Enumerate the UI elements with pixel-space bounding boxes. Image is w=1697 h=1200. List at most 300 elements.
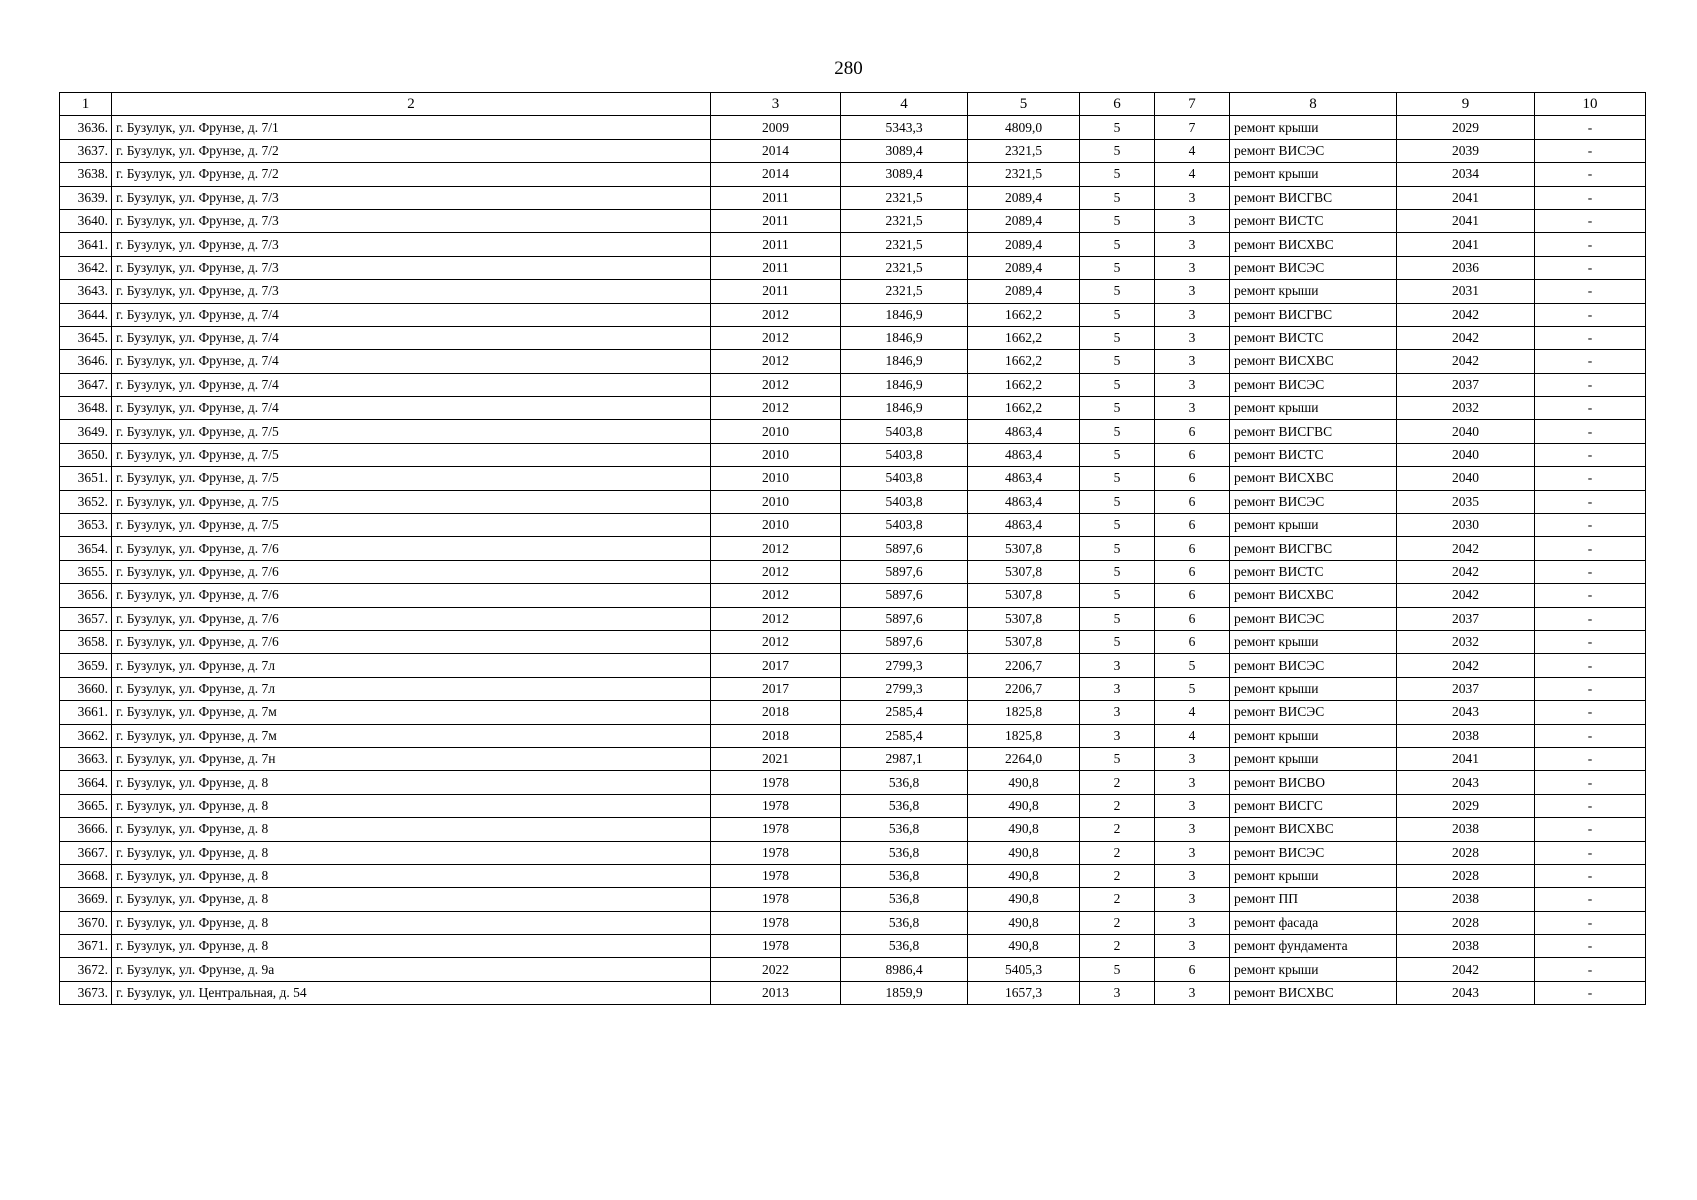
cell-note: - bbox=[1535, 935, 1646, 958]
cell-row-number: 3642. bbox=[60, 256, 112, 279]
cell-work-type: ремонт фасада bbox=[1230, 911, 1397, 934]
cell-row-number: 3640. bbox=[60, 209, 112, 232]
cell-note: - bbox=[1535, 864, 1646, 887]
cell-address: г. Бузулук, ул. Центральная, д. 54 bbox=[112, 981, 711, 1004]
cell-floors: 5 bbox=[1080, 373, 1155, 396]
cell-living-area: 2089,4 bbox=[968, 209, 1080, 232]
column-header-6: 6 bbox=[1080, 93, 1155, 116]
cell-planned-year: 2040 bbox=[1397, 443, 1535, 466]
cell-floors: 3 bbox=[1080, 724, 1155, 747]
cell-work-type: ремонт ВИСВО bbox=[1230, 771, 1397, 794]
cell-address: г. Бузулук, ул. Фрунзе, д. 8 bbox=[112, 911, 711, 934]
cell-entrances: 4 bbox=[1155, 701, 1230, 724]
cell-total-area: 536,8 bbox=[841, 864, 968, 887]
cell-floors: 3 bbox=[1080, 654, 1155, 677]
cell-note: - bbox=[1535, 326, 1646, 349]
cell-entrances: 6 bbox=[1155, 584, 1230, 607]
table-row bbox=[60, 514, 1646, 537]
cell-address: г. Бузулук, ул. Фрунзе, д. 7/3 bbox=[112, 280, 711, 303]
cell-total-area: 5343,3 bbox=[841, 116, 968, 139]
cell-address: г. Бузулук, ул. Фрунзе, д. 7/3 bbox=[112, 186, 711, 209]
cell-work-type: ремонт крыши bbox=[1230, 116, 1397, 139]
cell-work-type: ремонт ВИСХВС bbox=[1230, 350, 1397, 373]
cell-note: - bbox=[1535, 420, 1646, 443]
cell-row-number: 3663. bbox=[60, 747, 112, 770]
cell-note: - bbox=[1535, 303, 1646, 326]
cell-planned-year: 2038 bbox=[1397, 818, 1535, 841]
cell-work-type: ремонт крыши bbox=[1230, 397, 1397, 420]
cell-address: г. Бузулук, ул. Фрунзе, д. 8 bbox=[112, 818, 711, 841]
cell-work-type: ремонт ВИСЭС bbox=[1230, 701, 1397, 724]
cell-work-type: ремонт ВИСТС bbox=[1230, 209, 1397, 232]
cell-address: г. Бузулук, ул. Фрунзе, д. 7м bbox=[112, 724, 711, 747]
table-row bbox=[60, 607, 1646, 630]
cell-work-type: ремонт фундамента bbox=[1230, 935, 1397, 958]
cell-row-number: 3649. bbox=[60, 420, 112, 443]
cell-living-area: 490,8 bbox=[968, 888, 1080, 911]
cell-entrances: 3 bbox=[1155, 935, 1230, 958]
cell-total-area: 536,8 bbox=[841, 794, 968, 817]
cell-address: г. Бузулук, ул. Фрунзе, д. 7/6 bbox=[112, 584, 711, 607]
cell-year-built: 1978 bbox=[711, 818, 841, 841]
table-row bbox=[60, 794, 1646, 817]
cell-year-built: 2010 bbox=[711, 467, 841, 490]
cell-address: г. Бузулук, ул. Фрунзе, д. 7/5 bbox=[112, 514, 711, 537]
cell-floors: 5 bbox=[1080, 397, 1155, 420]
cell-address: г. Бузулук, ул. Фрунзе, д. 7м bbox=[112, 701, 711, 724]
cell-year-built: 2010 bbox=[711, 443, 841, 466]
cell-living-area: 5307,8 bbox=[968, 584, 1080, 607]
cell-row-number: 3660. bbox=[60, 677, 112, 700]
cell-total-area: 1846,9 bbox=[841, 326, 968, 349]
cell-row-number: 3671. bbox=[60, 935, 112, 958]
cell-entrances: 6 bbox=[1155, 630, 1230, 653]
cell-year-built: 2010 bbox=[711, 420, 841, 443]
cell-floors: 5 bbox=[1080, 584, 1155, 607]
cell-total-area: 2799,3 bbox=[841, 654, 968, 677]
cell-note: - bbox=[1535, 116, 1646, 139]
cell-floors: 3 bbox=[1080, 677, 1155, 700]
cell-floors: 5 bbox=[1080, 209, 1155, 232]
cell-floors: 5 bbox=[1080, 514, 1155, 537]
cell-note: - bbox=[1535, 467, 1646, 490]
cell-floors: 3 bbox=[1080, 981, 1155, 1004]
cell-year-built: 2011 bbox=[711, 233, 841, 256]
cell-year-built: 2012 bbox=[711, 560, 841, 583]
cell-total-area: 2987,1 bbox=[841, 747, 968, 770]
cell-year-built: 2012 bbox=[711, 373, 841, 396]
cell-entrances: 3 bbox=[1155, 911, 1230, 934]
cell-total-area: 536,8 bbox=[841, 771, 968, 794]
cell-note: - bbox=[1535, 958, 1646, 981]
cell-living-area: 2321,5 bbox=[968, 139, 1080, 162]
cell-floors: 5 bbox=[1080, 467, 1155, 490]
cell-planned-year: 2042 bbox=[1397, 584, 1535, 607]
cell-floors: 2 bbox=[1080, 911, 1155, 934]
cell-address: г. Бузулук, ул. Фрунзе, д. 7/6 bbox=[112, 607, 711, 630]
cell-row-number: 3661. bbox=[60, 701, 112, 724]
cell-entrances: 3 bbox=[1155, 397, 1230, 420]
cell-note: - bbox=[1535, 911, 1646, 934]
cell-address: г. Бузулук, ул. Фрунзе, д. 8 bbox=[112, 888, 711, 911]
cell-year-built: 2010 bbox=[711, 490, 841, 513]
table-row bbox=[60, 443, 1646, 466]
cell-entrances: 5 bbox=[1155, 677, 1230, 700]
cell-total-area: 5403,8 bbox=[841, 443, 968, 466]
table-row bbox=[60, 958, 1646, 981]
cell-note: - bbox=[1535, 514, 1646, 537]
cell-row-number: 3658. bbox=[60, 630, 112, 653]
column-header-7: 7 bbox=[1155, 93, 1230, 116]
cell-floors: 5 bbox=[1080, 116, 1155, 139]
cell-entrances: 3 bbox=[1155, 303, 1230, 326]
data-table bbox=[59, 92, 1646, 1005]
cell-living-area: 1657,3 bbox=[968, 981, 1080, 1004]
cell-total-area: 536,8 bbox=[841, 818, 968, 841]
cell-entrances: 3 bbox=[1155, 186, 1230, 209]
cell-total-area: 5403,8 bbox=[841, 467, 968, 490]
cell-work-type: ремонт крыши bbox=[1230, 163, 1397, 186]
cell-work-type: ремонт ВИСТС bbox=[1230, 560, 1397, 583]
cell-address: г. Бузулук, ул. Фрунзе, д. 7/4 bbox=[112, 350, 711, 373]
cell-note: - bbox=[1535, 443, 1646, 466]
cell-living-area: 4863,4 bbox=[968, 514, 1080, 537]
cell-planned-year: 2034 bbox=[1397, 163, 1535, 186]
cell-living-area: 490,8 bbox=[968, 818, 1080, 841]
cell-floors: 5 bbox=[1080, 163, 1155, 186]
cell-total-area: 5403,8 bbox=[841, 514, 968, 537]
cell-floors: 2 bbox=[1080, 888, 1155, 911]
cell-living-area: 1662,2 bbox=[968, 326, 1080, 349]
cell-address: г. Бузулук, ул. Фрунзе, д. 7/4 bbox=[112, 303, 711, 326]
cell-floors: 5 bbox=[1080, 420, 1155, 443]
cell-address: г. Бузулук, ул. Фрунзе, д. 7/4 bbox=[112, 373, 711, 396]
cell-year-built: 2012 bbox=[711, 350, 841, 373]
cell-note: - bbox=[1535, 256, 1646, 279]
cell-entrances: 6 bbox=[1155, 420, 1230, 443]
cell-work-type: ремонт крыши bbox=[1230, 677, 1397, 700]
cell-year-built: 2012 bbox=[711, 584, 841, 607]
cell-row-number: 3636. bbox=[60, 116, 112, 139]
cell-living-area: 4863,4 bbox=[968, 490, 1080, 513]
cell-living-area: 5307,8 bbox=[968, 607, 1080, 630]
cell-total-area: 2321,5 bbox=[841, 233, 968, 256]
table-row bbox=[60, 630, 1646, 653]
cell-work-type: ремонт ВИСЭС bbox=[1230, 256, 1397, 279]
cell-total-area: 3089,4 bbox=[841, 139, 968, 162]
cell-row-number: 3664. bbox=[60, 771, 112, 794]
table-row bbox=[60, 163, 1646, 186]
cell-year-built: 2012 bbox=[711, 326, 841, 349]
column-header-3: 3 bbox=[711, 93, 841, 116]
cell-note: - bbox=[1535, 490, 1646, 513]
cell-living-area: 1825,8 bbox=[968, 701, 1080, 724]
cell-year-built: 2012 bbox=[711, 303, 841, 326]
table-row bbox=[60, 981, 1646, 1004]
cell-row-number: 3673. bbox=[60, 981, 112, 1004]
cell-note: - bbox=[1535, 677, 1646, 700]
cell-entrances: 3 bbox=[1155, 818, 1230, 841]
column-header-2: 2 bbox=[112, 93, 711, 116]
cell-year-built: 2012 bbox=[711, 397, 841, 420]
cell-total-area: 1846,9 bbox=[841, 350, 968, 373]
cell-year-built: 1978 bbox=[711, 771, 841, 794]
cell-planned-year: 2029 bbox=[1397, 794, 1535, 817]
cell-row-number: 3655. bbox=[60, 560, 112, 583]
cell-total-area: 536,8 bbox=[841, 888, 968, 911]
cell-living-area: 4863,4 bbox=[968, 420, 1080, 443]
cell-floors: 2 bbox=[1080, 794, 1155, 817]
cell-planned-year: 2037 bbox=[1397, 373, 1535, 396]
column-header-1: 1 bbox=[60, 93, 112, 116]
cell-address: г. Бузулук, ул. Фрунзе, д. 7/2 bbox=[112, 139, 711, 162]
cell-entrances: 7 bbox=[1155, 116, 1230, 139]
cell-row-number: 3638. bbox=[60, 163, 112, 186]
cell-entrances: 6 bbox=[1155, 958, 1230, 981]
table-row bbox=[60, 350, 1646, 373]
table-row bbox=[60, 584, 1646, 607]
cell-year-built: 1978 bbox=[711, 888, 841, 911]
cell-address: г. Бузулук, ул. Фрунзе, д. 7л bbox=[112, 654, 711, 677]
column-header-8: 8 bbox=[1230, 93, 1397, 116]
cell-planned-year: 2031 bbox=[1397, 280, 1535, 303]
cell-entrances: 6 bbox=[1155, 607, 1230, 630]
cell-living-area: 2264,0 bbox=[968, 747, 1080, 770]
cell-note: - bbox=[1535, 163, 1646, 186]
cell-work-type: ремонт ВИСГВС bbox=[1230, 420, 1397, 443]
table-row bbox=[60, 888, 1646, 911]
cell-entrances: 4 bbox=[1155, 163, 1230, 186]
cell-year-built: 2012 bbox=[711, 537, 841, 560]
cell-row-number: 3644. bbox=[60, 303, 112, 326]
cell-living-area: 2321,5 bbox=[968, 163, 1080, 186]
cell-note: - bbox=[1535, 350, 1646, 373]
cell-entrances: 6 bbox=[1155, 514, 1230, 537]
cell-year-built: 2014 bbox=[711, 163, 841, 186]
cell-year-built: 2018 bbox=[711, 701, 841, 724]
cell-address: г. Бузулук, ул. Фрунзе, д. 8 bbox=[112, 771, 711, 794]
cell-year-built: 2012 bbox=[711, 607, 841, 630]
cell-total-area: 5403,8 bbox=[841, 490, 968, 513]
cell-planned-year: 2028 bbox=[1397, 911, 1535, 934]
cell-entrances: 3 bbox=[1155, 864, 1230, 887]
cell-floors: 2 bbox=[1080, 841, 1155, 864]
table-row bbox=[60, 303, 1646, 326]
cell-living-area: 5405,3 bbox=[968, 958, 1080, 981]
cell-note: - bbox=[1535, 233, 1646, 256]
cell-note: - bbox=[1535, 841, 1646, 864]
cell-address: г. Бузулук, ул. Фрунзе, д. 7/6 bbox=[112, 560, 711, 583]
cell-note: - bbox=[1535, 818, 1646, 841]
cell-living-area: 490,8 bbox=[968, 864, 1080, 887]
cell-floors: 5 bbox=[1080, 256, 1155, 279]
cell-work-type: ремонт крыши bbox=[1230, 864, 1397, 887]
cell-floors: 5 bbox=[1080, 537, 1155, 560]
cell-row-number: 3637. bbox=[60, 139, 112, 162]
cell-planned-year: 2041 bbox=[1397, 209, 1535, 232]
cell-entrances: 3 bbox=[1155, 841, 1230, 864]
cell-work-type: ремонт ВИСХВС bbox=[1230, 233, 1397, 256]
cell-work-type: ремонт ВИСЭС bbox=[1230, 373, 1397, 396]
table-row bbox=[60, 747, 1646, 770]
cell-entrances: 3 bbox=[1155, 280, 1230, 303]
cell-year-built: 1978 bbox=[711, 841, 841, 864]
table-body bbox=[60, 116, 1646, 1005]
cell-address: г. Бузулук, ул. Фрунзе, д. 7/2 bbox=[112, 163, 711, 186]
cell-row-number: 3650. bbox=[60, 443, 112, 466]
cell-work-type: ремонт ВИСГС bbox=[1230, 794, 1397, 817]
table-row bbox=[60, 537, 1646, 560]
table-row bbox=[60, 864, 1646, 887]
cell-planned-year: 2041 bbox=[1397, 747, 1535, 770]
cell-row-number: 3647. bbox=[60, 373, 112, 396]
table-row bbox=[60, 280, 1646, 303]
cell-floors: 5 bbox=[1080, 350, 1155, 373]
cell-planned-year: 2030 bbox=[1397, 514, 1535, 537]
cell-floors: 5 bbox=[1080, 607, 1155, 630]
cell-living-area: 490,8 bbox=[968, 935, 1080, 958]
cell-living-area: 4809,0 bbox=[968, 116, 1080, 139]
table-row bbox=[60, 490, 1646, 513]
cell-planned-year: 2042 bbox=[1397, 958, 1535, 981]
cell-address: г. Бузулук, ул. Фрунзе, д. 7/5 bbox=[112, 443, 711, 466]
cell-note: - bbox=[1535, 747, 1646, 770]
cell-total-area: 536,8 bbox=[841, 841, 968, 864]
cell-living-area: 490,8 bbox=[968, 771, 1080, 794]
cell-entrances: 3 bbox=[1155, 373, 1230, 396]
cell-living-area: 1825,8 bbox=[968, 724, 1080, 747]
cell-work-type: ремонт ВИСТС bbox=[1230, 443, 1397, 466]
cell-note: - bbox=[1535, 654, 1646, 677]
cell-address: г. Бузулук, ул. Фрунзе, д. 8 bbox=[112, 935, 711, 958]
cell-note: - bbox=[1535, 771, 1646, 794]
cell-address: г. Бузулук, ул. Фрунзе, д. 7/6 bbox=[112, 630, 711, 653]
cell-note: - bbox=[1535, 584, 1646, 607]
cell-note: - bbox=[1535, 630, 1646, 653]
cell-planned-year: 2036 bbox=[1397, 256, 1535, 279]
cell-floors: 5 bbox=[1080, 280, 1155, 303]
cell-address: г. Бузулук, ул. Фрунзе, д. 7/5 bbox=[112, 490, 711, 513]
cell-row-number: 3670. bbox=[60, 911, 112, 934]
cell-entrances: 3 bbox=[1155, 794, 1230, 817]
cell-total-area: 2321,5 bbox=[841, 209, 968, 232]
cell-total-area: 536,8 bbox=[841, 935, 968, 958]
cell-planned-year: 2037 bbox=[1397, 607, 1535, 630]
table-row bbox=[60, 701, 1646, 724]
cell-work-type: ремонт крыши bbox=[1230, 280, 1397, 303]
cell-entrances: 3 bbox=[1155, 888, 1230, 911]
cell-entrances: 3 bbox=[1155, 256, 1230, 279]
cell-address: г. Бузулук, ул. Фрунзе, д. 7/5 bbox=[112, 420, 711, 443]
cell-work-type: ремонт ВИСЭС bbox=[1230, 490, 1397, 513]
cell-year-built: 2012 bbox=[711, 630, 841, 653]
cell-entrances: 4 bbox=[1155, 724, 1230, 747]
cell-floors: 5 bbox=[1080, 630, 1155, 653]
cell-year-built: 2010 bbox=[711, 514, 841, 537]
cell-planned-year: 2043 bbox=[1397, 701, 1535, 724]
cell-address: г. Бузулук, ул. Фрунзе, д. 7л bbox=[112, 677, 711, 700]
cell-note: - bbox=[1535, 209, 1646, 232]
table-row bbox=[60, 560, 1646, 583]
cell-year-built: 2013 bbox=[711, 981, 841, 1004]
cell-total-area: 2585,4 bbox=[841, 701, 968, 724]
cell-planned-year: 2038 bbox=[1397, 888, 1535, 911]
cell-note: - bbox=[1535, 397, 1646, 420]
cell-planned-year: 2038 bbox=[1397, 724, 1535, 747]
cell-work-type: ремонт ВИСХВС bbox=[1230, 981, 1397, 1004]
cell-address: г. Бузулук, ул. Фрунзе, д. 8 bbox=[112, 841, 711, 864]
page-number: 280 bbox=[834, 58, 863, 79]
cell-row-number: 3648. bbox=[60, 397, 112, 420]
cell-total-area: 2585,4 bbox=[841, 724, 968, 747]
table-row bbox=[60, 373, 1646, 396]
table-row bbox=[60, 467, 1646, 490]
cell-address: г. Бузулук, ул. Фрунзе, д. 7/4 bbox=[112, 326, 711, 349]
cell-year-built: 2017 bbox=[711, 654, 841, 677]
cell-address: г. Бузулук, ул. Фрунзе, д. 8 bbox=[112, 864, 711, 887]
table-row bbox=[60, 256, 1646, 279]
cell-floors: 5 bbox=[1080, 139, 1155, 162]
cell-note: - bbox=[1535, 888, 1646, 911]
cell-planned-year: 2042 bbox=[1397, 537, 1535, 560]
cell-entrances: 3 bbox=[1155, 326, 1230, 349]
cell-row-number: 3672. bbox=[60, 958, 112, 981]
cell-year-built: 1978 bbox=[711, 864, 841, 887]
cell-year-built: 2011 bbox=[711, 186, 841, 209]
cell-planned-year: 2028 bbox=[1397, 841, 1535, 864]
cell-total-area: 5897,6 bbox=[841, 584, 968, 607]
cell-work-type: ремонт крыши bbox=[1230, 958, 1397, 981]
cell-floors: 5 bbox=[1080, 443, 1155, 466]
cell-note: - bbox=[1535, 607, 1646, 630]
cell-work-type: ремонт ВИСЭС bbox=[1230, 607, 1397, 630]
cell-living-area: 5307,8 bbox=[968, 560, 1080, 583]
cell-living-area: 2089,4 bbox=[968, 186, 1080, 209]
cell-address: г. Бузулук, ул. Фрунзе, д. 7/3 bbox=[112, 256, 711, 279]
cell-planned-year: 2035 bbox=[1397, 490, 1535, 513]
cell-year-built: 2021 bbox=[711, 747, 841, 770]
table-row bbox=[60, 724, 1646, 747]
cell-note: - bbox=[1535, 560, 1646, 583]
cell-floors: 5 bbox=[1080, 303, 1155, 326]
cell-work-type: ремонт крыши bbox=[1230, 747, 1397, 770]
cell-entrances: 6 bbox=[1155, 560, 1230, 583]
cell-living-area: 1662,2 bbox=[968, 350, 1080, 373]
cell-year-built: 2014 bbox=[711, 139, 841, 162]
cell-living-area: 490,8 bbox=[968, 794, 1080, 817]
cell-entrances: 6 bbox=[1155, 467, 1230, 490]
cell-row-number: 3668. bbox=[60, 864, 112, 887]
cell-work-type: ремонт ВИСХВС bbox=[1230, 584, 1397, 607]
cell-note: - bbox=[1535, 701, 1646, 724]
cell-planned-year: 2041 bbox=[1397, 186, 1535, 209]
cell-entrances: 4 bbox=[1155, 139, 1230, 162]
column-header-10: 10 bbox=[1535, 93, 1646, 116]
cell-work-type: ремонт ВИСГВС bbox=[1230, 186, 1397, 209]
table-row bbox=[60, 326, 1646, 349]
table-row bbox=[60, 397, 1646, 420]
cell-planned-year: 2040 bbox=[1397, 420, 1535, 443]
column-header-4: 4 bbox=[841, 93, 968, 116]
cell-note: - bbox=[1535, 537, 1646, 560]
cell-address: г. Бузулук, ул. Фрунзе, д. 9а bbox=[112, 958, 711, 981]
cell-total-area: 5897,6 bbox=[841, 560, 968, 583]
cell-work-type: ремонт ВИСЭС bbox=[1230, 841, 1397, 864]
cell-floors: 5 bbox=[1080, 747, 1155, 770]
cell-year-built: 2017 bbox=[711, 677, 841, 700]
cell-planned-year: 2032 bbox=[1397, 397, 1535, 420]
cell-note: - bbox=[1535, 139, 1646, 162]
